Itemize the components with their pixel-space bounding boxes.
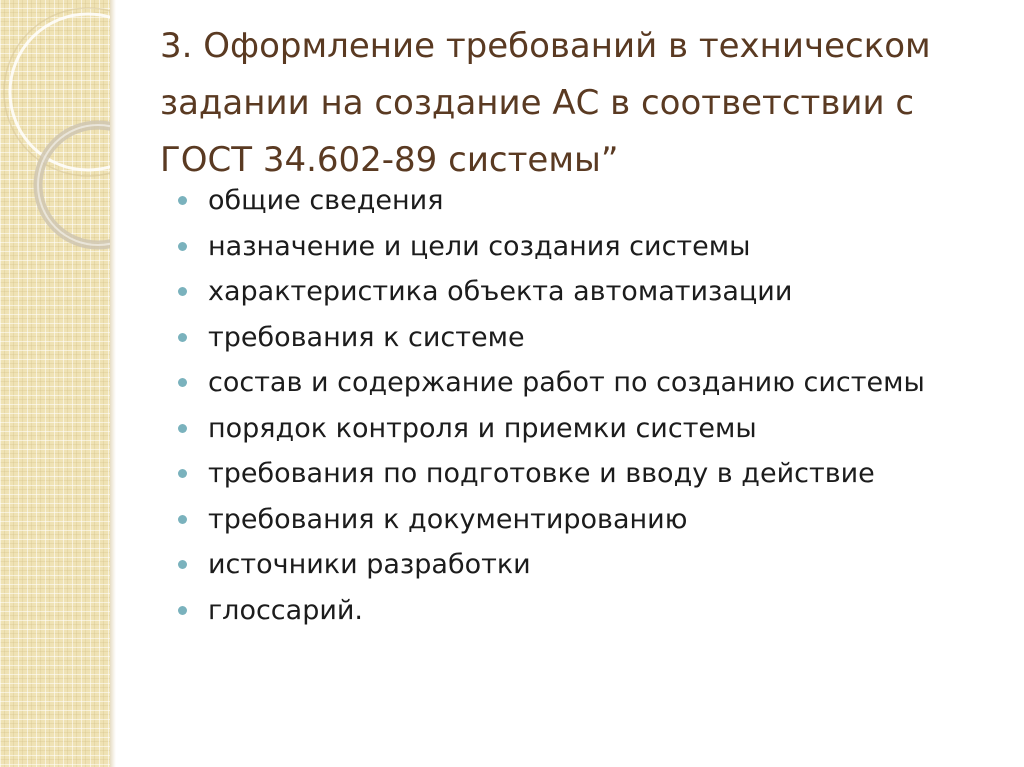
bullet-icon	[178, 196, 187, 205]
list-item	[178, 229, 998, 264]
side-panel-edge	[110, 0, 116, 767]
bullet-icon	[178, 333, 187, 342]
ring-ornament-icon	[0, 0, 110, 767]
bullet-icon	[178, 242, 187, 251]
bullet-icon	[178, 515, 187, 524]
decorative-side-panel	[0, 0, 110, 767]
list-item-text: характеристика объекта автоматизации	[208, 276, 793, 307]
bullet-icon	[178, 287, 187, 296]
list-item	[178, 502, 998, 537]
bullet-icon	[178, 560, 187, 569]
bullet-icon	[178, 378, 187, 387]
list-item	[178, 456, 998, 491]
bullet-icon	[178, 424, 187, 433]
list-item	[178, 411, 998, 446]
list-item-text: состав и содержание работ по созданию системы	[208, 367, 925, 398]
list-item-text: требования к документированию	[208, 503, 688, 535]
list-item	[178, 365, 998, 400]
list-item-text: глоссарий.	[208, 594, 364, 626]
list-item-text: источники разработки	[208, 549, 531, 580]
slide-title: 3. Оформление требований в техническом задании на создание АС в соответствии с ГОСТ 34.602-89 системы”	[160, 26, 931, 180]
list-item-text: порядок контроля и приемки системы	[208, 412, 757, 444]
bullet-icon	[178, 606, 187, 615]
list-item	[178, 320, 998, 355]
list-item	[178, 593, 998, 628]
list-item	[178, 274, 998, 309]
list-item-text: требования к системе	[208, 321, 525, 353]
list-item-text: требования по подготовке и вводу в действие	[208, 458, 875, 489]
list-item	[178, 547, 998, 582]
list-item-text: общие сведения	[208, 185, 444, 216]
bullet-list	[178, 183, 998, 638]
list-item-text: назначение и цели создания системы	[208, 230, 751, 262]
bullet-icon	[178, 469, 187, 478]
list-item	[178, 183, 998, 218]
